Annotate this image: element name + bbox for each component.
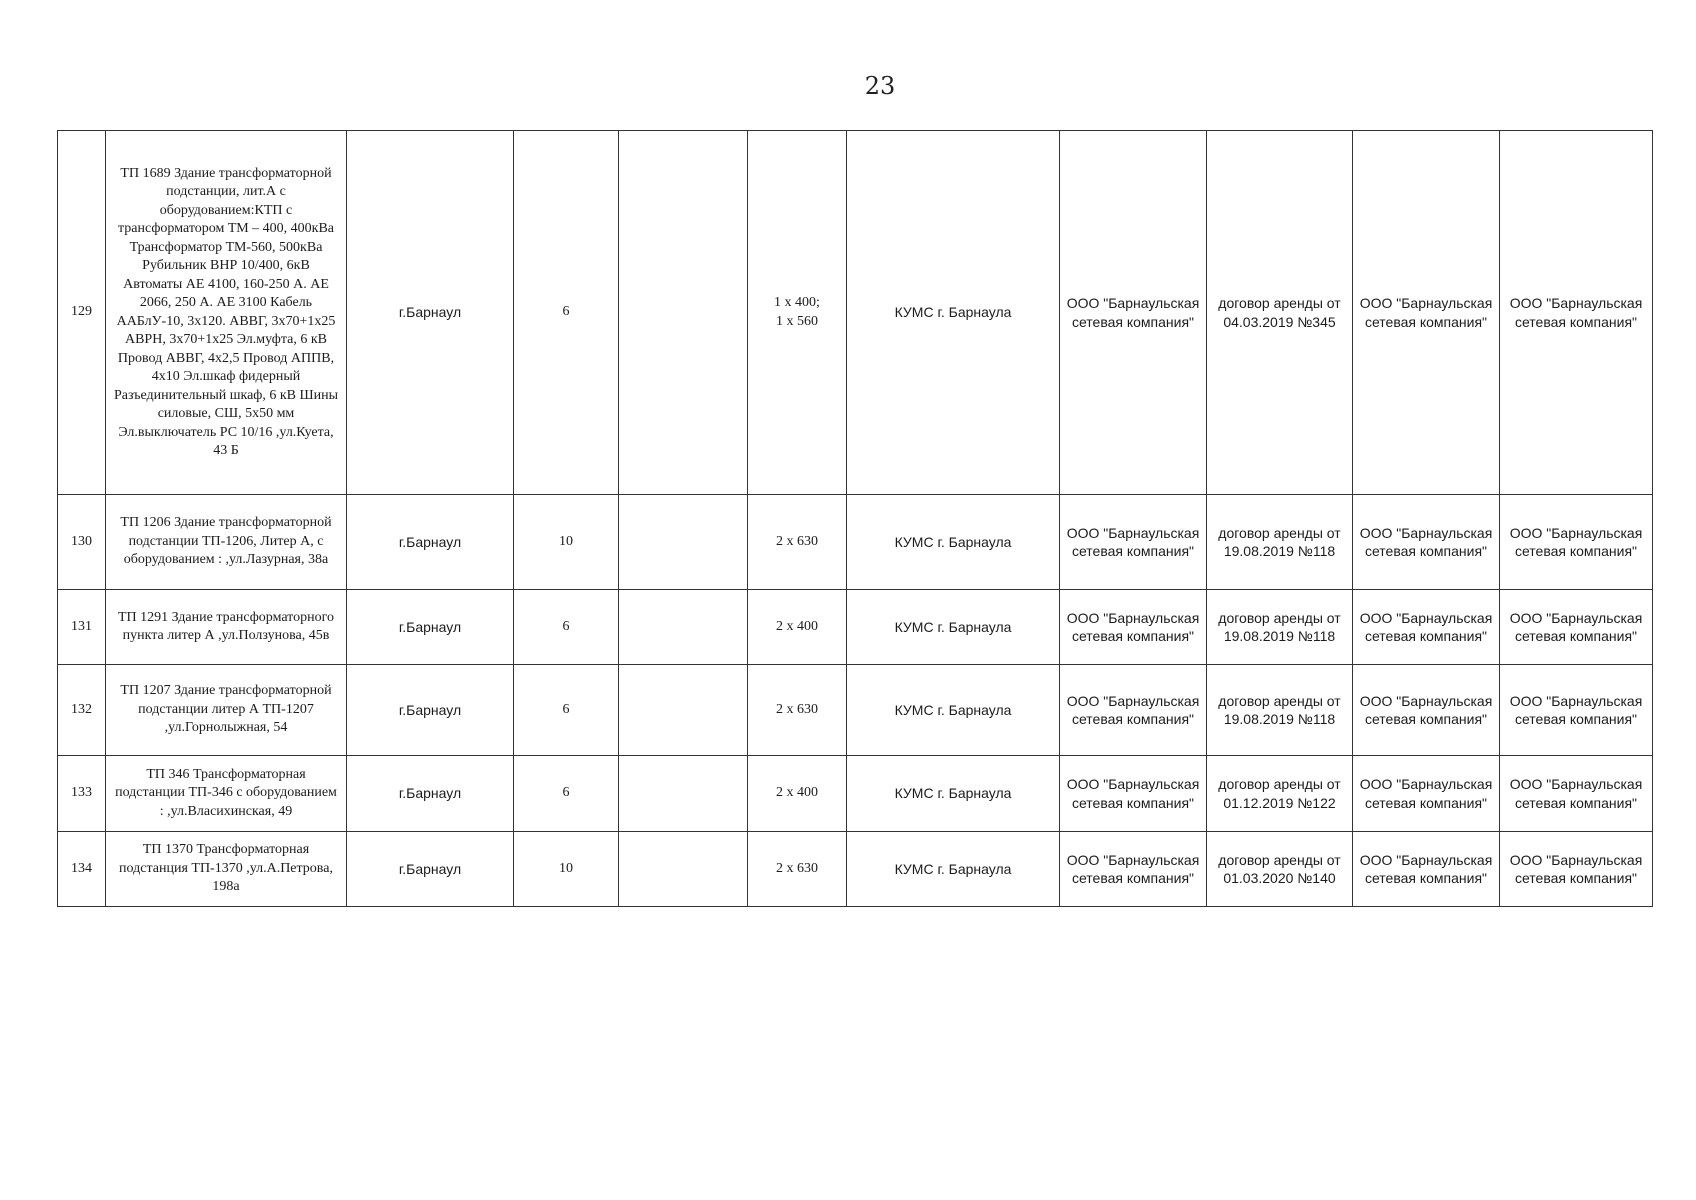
rights-holder: ООО "Барнаульская сетевая компания" [1060,131,1207,495]
object-description: ТП 1689 Здание трансформаторной подстанции, лит.А с оборудованием:КТП с трансформатором ТМ – 400, 400кВа Трансформатор ТМ-560, 500кВа Рубильник ВНР 10/400, 6кВ Автоматы АЕ 4100, 160-250 А. АЕ 2066, 250 А. АЕ 3100 Кабель ААБлУ-10, 3х120. АВВГ, 3х70+1х25 АВРН, 3х70+1х25 Эл.муфта, 6 кВ Провод АВВГ, 4х2,5 Провод АППВ, 4х10 Эл.шкаф фидерный Разъединительный шкаф, 6 кВ Шины силовые, СШ, 5х50 мм Эл.выключатель РС 10/16 ,ул.Куета, 43 Б [106,131,347,495]
empty-cell [619,832,748,907]
voltage-kv: 6 [514,665,619,756]
object-description: ТП 1370 Трансформаторная подстанция ТП-1370 ,ул.А.Петрова, 198а [106,832,347,907]
empty-cell [619,756,748,832]
owner: КУМС г. Барнаула [847,495,1060,590]
page-number: 23 [864,72,896,100]
empty-cell [619,665,748,756]
operator: ООО "Барнаульская сетевая компания" [1353,665,1500,756]
transformer-power: 2 х 400 [748,756,847,832]
rights-holder: ООО "Барнаульская сетевая компания" [1060,665,1207,756]
owner: КУМС г. Барнаула [847,756,1060,832]
table-row [58,131,1653,495]
object-description: ТП 1206 Здание трансформаторной подстанции ТП-1206, Литер А, с оборудованием : ,ул.Лазурная, 38а [106,495,347,590]
row-number: 132 [58,665,106,756]
owner: КУМС г. Барнаула [847,832,1060,907]
transformer-power: 1 х 400; 1 х 560 [748,131,847,495]
user-organization: ООО "Барнаульская сетевая компания" [1500,495,1653,590]
owner: КУМС г. Барнаула [847,590,1060,665]
voltage-kv: 10 [514,832,619,907]
empty-cell [619,131,748,495]
row-number: 131 [58,590,106,665]
rights-holder: ООО "Барнаульская сетевая компания" [1060,495,1207,590]
city: г.Барнаул [347,756,514,832]
table-row [58,495,1653,590]
lease-contract: договор аренды от 01.03.2020 №140 [1207,832,1353,907]
city: г.Барнаул [347,832,514,907]
voltage-kv: 10 [514,495,619,590]
operator: ООО "Барнаульская сетевая компания" [1353,756,1500,832]
user-organization: ООО "Барнаульская сетевая компания" [1500,665,1653,756]
lease-contract: договор аренды от 04.03.2019 №345 [1207,131,1353,495]
lease-contract: договор аренды от 19.08.2019 №118 [1207,590,1353,665]
lease-contract: договор аренды от 19.08.2019 №118 [1207,495,1353,590]
object-description: ТП 1291 Здание трансформаторного пункта литер А ,ул.Ползунова, 45в [106,590,347,665]
row-number: 134 [58,832,106,907]
city: г.Барнаул [347,495,514,590]
empty-cell [619,495,748,590]
row-number: 133 [58,756,106,832]
object-description: ТП 346 Трансформаторная подстанции ТП-346 с оборудованием : ,ул.Власихинская, 49 [106,756,347,832]
city: г.Барнаул [347,131,514,495]
row-number: 130 [58,495,106,590]
table-row [58,756,1653,832]
rights-holder: ООО "Барнаульская сетевая компания" [1060,590,1207,665]
user-organization: ООО "Барнаульская сетевая компания" [1500,590,1653,665]
rights-holder: ООО "Барнаульская сетевая компания" [1060,832,1207,907]
voltage-kv: 6 [514,131,619,495]
operator: ООО "Барнаульская сетевая компания" [1353,590,1500,665]
lease-contract: договор аренды от 19.08.2019 №118 [1207,665,1353,756]
row-number: 129 [58,131,106,495]
table-row [58,590,1653,665]
rights-holder: ООО "Барнаульская сетевая компания" [1060,756,1207,832]
transformer-power: 2 х 400 [748,590,847,665]
city: г.Барнаул [347,665,514,756]
empty-cell [619,590,748,665]
registry-table [57,130,1653,907]
operator: ООО "Барнаульская сетевая компания" [1353,832,1500,907]
voltage-kv: 6 [514,756,619,832]
transformer-power: 2 х 630 [748,832,847,907]
owner: КУМС г. Барнаула [847,131,1060,495]
lease-contract: договор аренды от 01.12.2019 №122 [1207,756,1353,832]
operator: ООО "Барнаульская сетевая компания" [1353,131,1500,495]
table-row [58,832,1653,907]
user-organization: ООО "Барнаульская сетевая компания" [1500,131,1653,495]
user-organization: ООО "Барнаульская сетевая компания" [1500,756,1653,832]
operator: ООО "Барнаульская сетевая компания" [1353,495,1500,590]
transformer-power: 2 х 630 [748,665,847,756]
transformer-power: 2 х 630 [748,495,847,590]
city: г.Барнаул [347,590,514,665]
voltage-kv: 6 [514,590,619,665]
user-organization: ООО "Барнаульская сетевая компания" [1500,832,1653,907]
object-description: ТП 1207 Здание трансформаторной подстанции литер А ТП-1207 ,ул.Горнолыжная, 54 [106,665,347,756]
owner: КУМС г. Барнаула [847,665,1060,756]
table-row [58,665,1653,756]
